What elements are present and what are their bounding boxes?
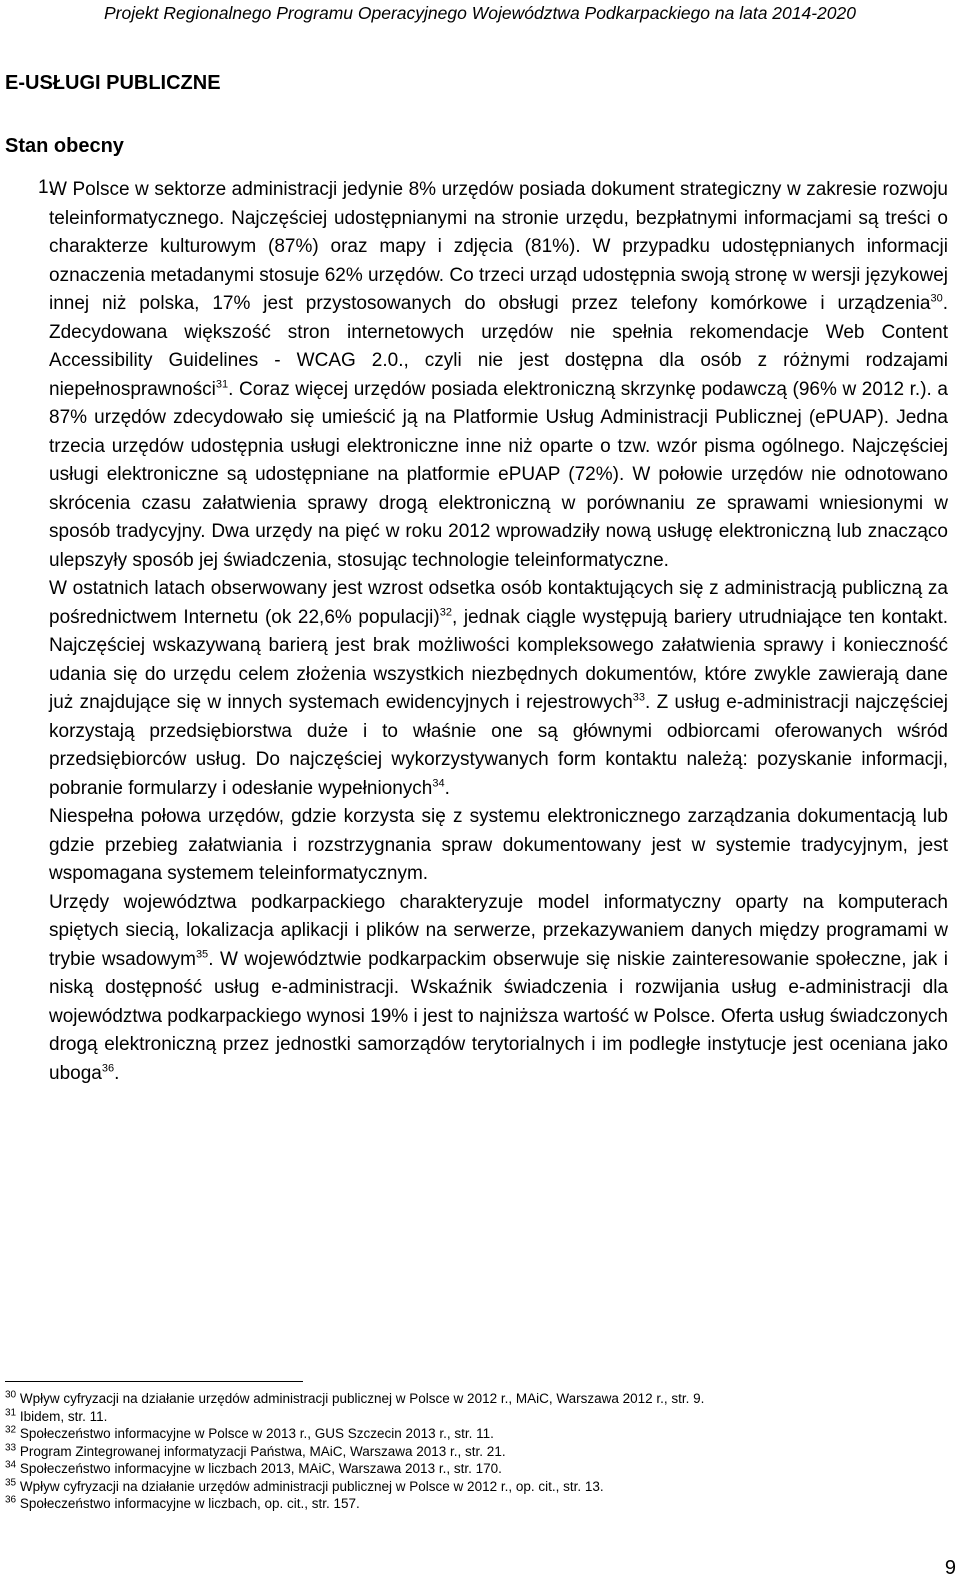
footnote <box>5 1495 945 1513</box>
page-header: Projekt Regionalnego Programu Operacyjnego Województwa Podkarpackiego na lata 2014-2020 <box>104 3 856 23</box>
footnote <box>5 1443 945 1461</box>
footnote <box>5 1425 945 1443</box>
footnote <box>5 1408 945 1426</box>
footnote-number: 34 <box>5 1459 17 1471</box>
footnote-separator <box>5 1381 303 1382</box>
paragraph-3: Niespełna połowa urzędów, gdzie korzysta się z systemu elektronicznego zarządzania dokumentacją lub gdzie przebieg załatwiania i rozstrzygnania spraw dokumentowany jest w systemie tradycyjnym, jest wspomagana systemem teleinformatycznym. <box>49 806 948 884</box>
footnote-text: Społeczeństwo informacyjne w Polsce w 2013 r., GUS Szczecin 2013 r., str. 11. <box>19 1426 494 1441</box>
footnote-ref: 30 <box>930 292 943 305</box>
footnote-text: Społeczeństwo informacyjne w liczbach, op. cit., str. 157. <box>19 1496 360 1511</box>
footnote-number: 30 <box>5 1389 17 1401</box>
footnote-ref: 33 <box>632 691 646 704</box>
footnote-ref: 31 <box>215 378 229 391</box>
text-run: . <box>114 1062 120 1084</box>
document-title: E-USŁUGI PUBLICZNE <box>5 72 221 94</box>
footnote-text: Ibidem, str. 11. <box>19 1408 108 1424</box>
footnote-text: Wpływ cyfryzacji na działanie urzędów administracji publicznej w Polsce w 2012 r., op. cit., str. 13. <box>19 1478 604 1494</box>
footnote <box>5 1390 945 1408</box>
list-number: 1. <box>38 177 54 198</box>
footnote-number: 31 <box>5 1407 17 1418</box>
footnote-ref: 32 <box>439 606 452 619</box>
text-run: , jednak ciągle występują bariery utrudniające ten kontakt. Najczęściej wskazywaną barierą jest brak możliwości kompleksowego załatwienia sprawy i konieczność udania się do urzędu celem złożenia wszystkich niezbędnych dokumentów, które zwykle zawierają dane już znajdujące się w innych systemach ewidencyjnych i rejestrowych <box>49 606 949 713</box>
text-run: W ostatnich latach obserwowany jest wzrost odsetka osób kontaktujących się z administracją publiczną za pośrednictwem Internetu (ok 22,6% populacji) <box>49 578 948 628</box>
footnote-ref: 35 <box>195 948 209 961</box>
text-run: W Polsce w sektorze administracji jedynie 8% urzędów posiada dokument strategiczny w zakresie rozwoju teleinformatycznego. Najczęściej udostępnianymi na stronie urzędu, bezpłatnymi informacjami są treści o charakterze kulturowym (87%) oraz mapy i zdjęcia (81%). W przypadku udostępnianych informacji oznaczenia metadanymi stosuje 62% urzędów. Co trzeci urząd udostępnia swoją stronę w wersji językowej innej niż polska, 17% jest przystosowanych do obsługi przez telefony komórkowe i urządzenia <box>49 179 948 314</box>
footnote-text: Program Zintegrowanej informatyzacji Państwa, MAiC, Warszawa 2013 r., str. 21. <box>19 1443 506 1459</box>
footnote-number: 35 <box>5 1477 17 1488</box>
section-heading: Stan obecny <box>5 135 124 157</box>
footnote-text: Wpływ cyfryzacji na działanie urzędów administracji publicznej w Polsce w 2012 r., MAiC, Warszawa 2012 r., str. 9. <box>19 1391 705 1406</box>
footnotes <box>5 1390 945 1513</box>
text-run: . <box>444 777 450 799</box>
footnote <box>5 1460 945 1478</box>
footnote-ref: 34 <box>432 777 445 790</box>
footnote-number: 36 <box>5 1494 17 1506</box>
text-run: . Coraz więcej urzędów posiada elektroniczną skrzynkę podawczą (96% w 2012 r.). a 87% urzędów zdecydowało się umieścić ją na Platformie Usług Administracji Publicznej (ePUAP). Jedna trzecia urzędów udostępnia usługi elektroniczne inne niż oparte o tzw. wzór pisma ogólnego. Najczęściej usługi elektroniczne są udostępniane na platformie ePUAP (72%). W połowie urzędów nie odnotowano skrócenia czasu załatwienia sprawy drogą elektroniczną w porównaniu ze sprawami wniesionymi w sposób tradycyjny. Dwa urzędy na pięć w roku 2012 wprowadziły nową usługę elektroniczną lub znacząco ulepszyły sposób jej świadczenia, stosując technologie teleinformatyczne. <box>49 378 948 571</box>
page-number: 9 <box>944 1557 956 1579</box>
footnote <box>5 1478 945 1496</box>
text-run: . Z usług e-administracji najczęściej korzystają przedsiębiorstwa duże i to właśnie one są głównymi odbiorcami oferowanych wśród przedsiębiorców usług. Do najczęściej wykorzystywanych form kontaktu należą: pozyskanie informacji, pobranie formularzy i odesłanie wypełnionych <box>49 692 948 799</box>
paragraph-4 <box>49 889 948 1089</box>
paragraph-2 <box>49 575 948 803</box>
main-text <box>49 176 948 1088</box>
text-run: . Zdecydowana większość stron internetowych urzędów nie spełnia rekomendacje Web Content Accessibility Guidelines - WCAG 2.0., czyli nie jest dostępna dla osób z różnymi rodzajami niepełnosprawności <box>49 293 948 400</box>
footnote-text: Społeczeństwo informacyjne w liczbach 2013, MAiC, Warszawa 2013 r., str. 170. <box>19 1461 502 1476</box>
text-run: Urzędy województwa podkarpackiego charakteryzuje model informatyczny oparty na komputerach spiętych siecią, lokalizacja aplikacji i plików na serwerze, przekazywaniem danych między programami w trybie wsadowym <box>49 891 948 970</box>
paragraph-1 <box>49 176 948 575</box>
footnote-ref: 36 <box>101 1062 115 1075</box>
footnote-number: 33 <box>5 1442 17 1453</box>
text-run: . W województwie podkarpackim obserwuje się niskie zainteresowanie społeczne, jak i niską dostępność usług e-administracji. Wskaźnik świadczenia i rozwijania usług e-administracji dla województwa podkarpackiego wynosi 19% i jest to najniższa wartość w Polsce. Oferta usług świadczonych drogą elektroniczną przez jednostki samorządów terytorialnych i im podległe instytucje jest oceniana jako uboga <box>49 948 948 1084</box>
footnote-number: 32 <box>5 1424 17 1436</box>
